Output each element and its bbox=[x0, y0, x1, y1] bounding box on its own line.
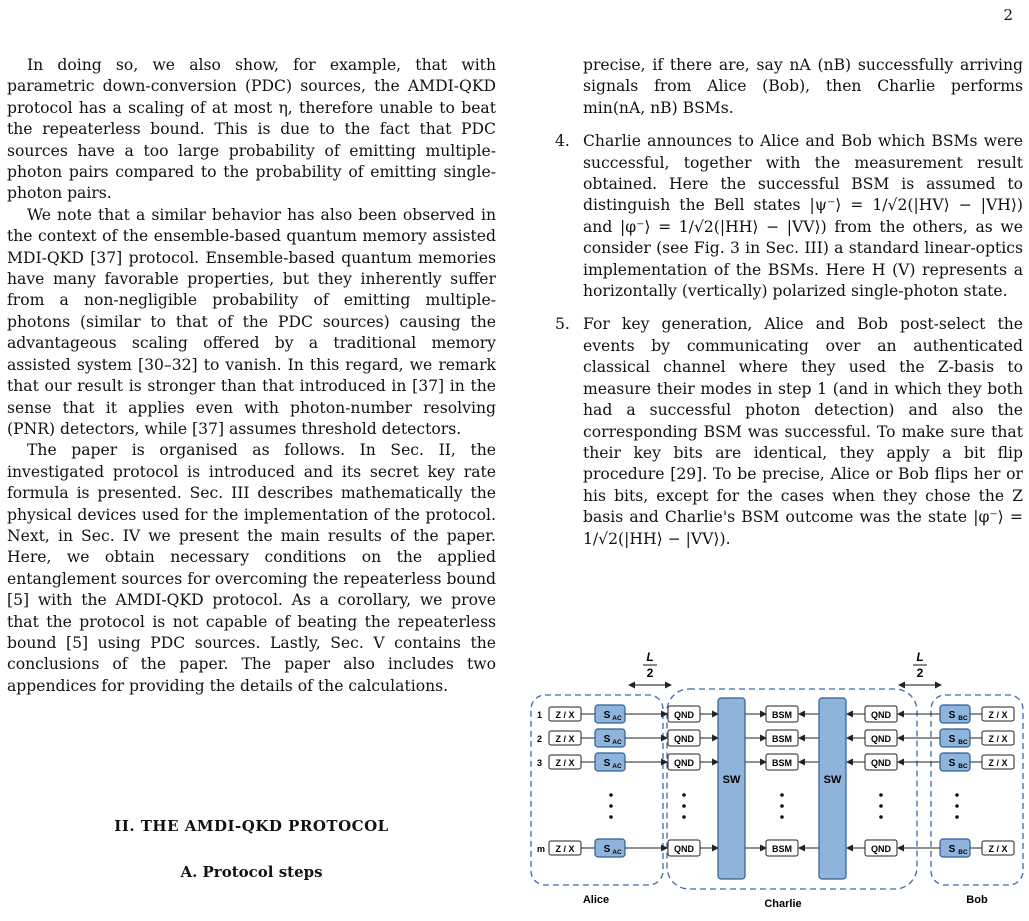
party-label-charlie: Charlie bbox=[764, 898, 802, 910]
source-bob-label: S bbox=[948, 734, 956, 745]
source-bob-sub: BC bbox=[958, 715, 968, 722]
row-label: 2 bbox=[537, 734, 543, 744]
source-alice-sub: AC bbox=[612, 715, 622, 722]
list-item bbox=[555, 314, 1023, 549]
basis-label: Z / X bbox=[555, 710, 575, 720]
qnd-label: QND bbox=[871, 734, 891, 744]
source-bob-sub: BC bbox=[958, 739, 968, 746]
distance-label-den: 2 bbox=[646, 666, 654, 680]
source-bob-label: S bbox=[948, 844, 956, 855]
basis-label: Z / X bbox=[988, 758, 1008, 768]
distance-indicator-right bbox=[899, 650, 941, 685]
ellipsis-dots bbox=[609, 793, 959, 819]
qnd-label: QND bbox=[674, 758, 694, 768]
source-alice-label: S bbox=[603, 844, 611, 855]
qnd-label: QND bbox=[674, 844, 694, 854]
basis-label: Z / X bbox=[555, 734, 575, 744]
bsm-label: BSM bbox=[772, 758, 792, 768]
qnd-label: QND bbox=[674, 734, 694, 744]
source-bob-label: S bbox=[948, 758, 956, 769]
bsm-label: BSM bbox=[772, 710, 792, 720]
paragraph-continuation: precise, if there are, say nA (nB) successfully arriving signals from Alice (Bob), then Charlie performs min(nA, nB) BSMs. bbox=[583, 56, 1023, 117]
switch-left-label: SW bbox=[722, 774, 741, 786]
source-alice-sub: AC bbox=[612, 849, 622, 856]
distance-label-num: L bbox=[646, 650, 654, 664]
source-alice-label: S bbox=[603, 710, 611, 721]
list-item-number: 5. bbox=[555, 315, 570, 334]
qnd-label: QND bbox=[674, 710, 694, 720]
qnd-label: QND bbox=[871, 710, 891, 720]
list-item-text: For key generation, Alice and Bob post-select the events by communicating over an authenticated classical channel where they used the Z-basis to measure their modes in step 1 (and in which they both had a successful photon detection) and also the corresponding BSM was successful. To make sure that their key bits are identical, they apply a bit flip procedure [29]. To be precise, Alice or Bob flips her or his bits, except for the cases when they chose the Z basis and Charlie's BSM outcome was the state |φ⁻⟩ = 1/√2(|HH⟩ − |VV⟩). bbox=[583, 315, 1023, 548]
paragraph: The paper is organised as follows. In Sec. II, the investigated protocol is introduced and its secret key rate formula is presented. Sec. III describes mathematically the physical devices used for the implementation of the protocol. Next, in Sec. IV we present the main results of the paper. Here, we obtain necessary conditions on the applied entanglement sources for overcoming the repeaterless bound [5] with the AMDI-QKD protocol. As a corollary, we prove that the protocol is not capable of beating the repeaterless bound [5] using PDC sources. Lastly, Sec. V contains the conclusions of the paper. The paper also includes two appendices for providing the details of the calculations. bbox=[7, 441, 496, 695]
row-label: m bbox=[537, 844, 546, 854]
party-label-bob: Bob bbox=[966, 894, 988, 906]
subsection-title: A. Protocol steps bbox=[180, 863, 323, 881]
switch-right bbox=[819, 698, 846, 879]
row-label: 1 bbox=[537, 710, 543, 720]
basis-label: Z / X bbox=[555, 844, 575, 854]
section-title: II. THE AMDI-QKD PROTOCOL bbox=[114, 817, 389, 835]
distance-indicator-left bbox=[629, 650, 671, 685]
page-number: 2 bbox=[1003, 6, 1013, 24]
list-item bbox=[555, 131, 1023, 302]
basis-label: Z / X bbox=[988, 734, 1008, 744]
switch-left bbox=[718, 698, 745, 879]
bsm-label: BSM bbox=[772, 844, 792, 854]
source-alice-label: S bbox=[603, 734, 611, 745]
protocol-diagram bbox=[527, 645, 1027, 917]
source-bob-sub: BC bbox=[958, 849, 968, 856]
source-bob-sub: BC bbox=[958, 763, 968, 770]
basis-label: Z / X bbox=[988, 710, 1008, 720]
qnd-label: QND bbox=[871, 758, 891, 768]
distance-label-num: L bbox=[916, 650, 924, 664]
list-item-number: 4. bbox=[555, 132, 570, 151]
protocol-steps-list bbox=[555, 131, 1023, 550]
bsm-label: BSM bbox=[772, 734, 792, 744]
row-label: 3 bbox=[537, 758, 543, 768]
source-alice-label: S bbox=[603, 758, 611, 769]
protocol-figure bbox=[527, 645, 1027, 917]
qnd-label: QND bbox=[871, 844, 891, 854]
list-item-text: Charlie announces to Alice and Bob which BSMs were successful, together with the measurement result obtained. Here the successful BSM is assumed to distinguish the Bell states |ψ⁻⟩ = 1/√2(|HV⟩ − |VH⟩) and |φ⁻⟩ = 1/√2(|HH⟩ − |VV⟩) from the others, as we consider (see Fig. 3 in Sec. III) a standard linear-optics implementation of the BSMs. Here H (V) represents a horizontally (vertically) polarized single-photon state. bbox=[583, 132, 1023, 301]
basis-label: Z / X bbox=[555, 758, 575, 768]
party-label-alice: Alice bbox=[582, 894, 610, 906]
right-column bbox=[555, 55, 1023, 550]
paragraph: We note that a similar behavior has also been observed in the context of the ensemble-based quantum memory assisted MDI-QKD [37] protocol. Ensemble-based quantum memories have many favorable properties, but they inherently suffer from a non-negligible probability of emitting multiple-photons (similar to that of the PDC sources) causing the advantageous scaling offered by a traditional memory assisted system [30–32] to vanish. In this regard, we remark that our result is stronger than that introduced in [37] in the sense that it applies even with photon-number resolving (PNR) detectors, while [37] assumes threshold detectors. bbox=[7, 205, 496, 438]
basis-label: Z / X bbox=[988, 844, 1008, 854]
source-alice-sub: AC bbox=[612, 763, 622, 770]
source-bob-label: S bbox=[948, 710, 956, 721]
paragraph: In doing so, we also show, for example, that with parametric down-conversion (PDC) sources, the AMDI-QKD protocol has a scaling of at most η, therefore unable to beat the repeaterless bound. This is due to the fact that PDC sources have a too large probability of emitting multiple-photon pairs compared to the probability of emitting single-photon pairs. bbox=[7, 56, 496, 203]
source-alice-sub: AC bbox=[612, 739, 622, 746]
left-column bbox=[7, 55, 496, 697]
switch-right-label: SW bbox=[823, 774, 842, 786]
distance-label-den: 2 bbox=[916, 666, 924, 680]
